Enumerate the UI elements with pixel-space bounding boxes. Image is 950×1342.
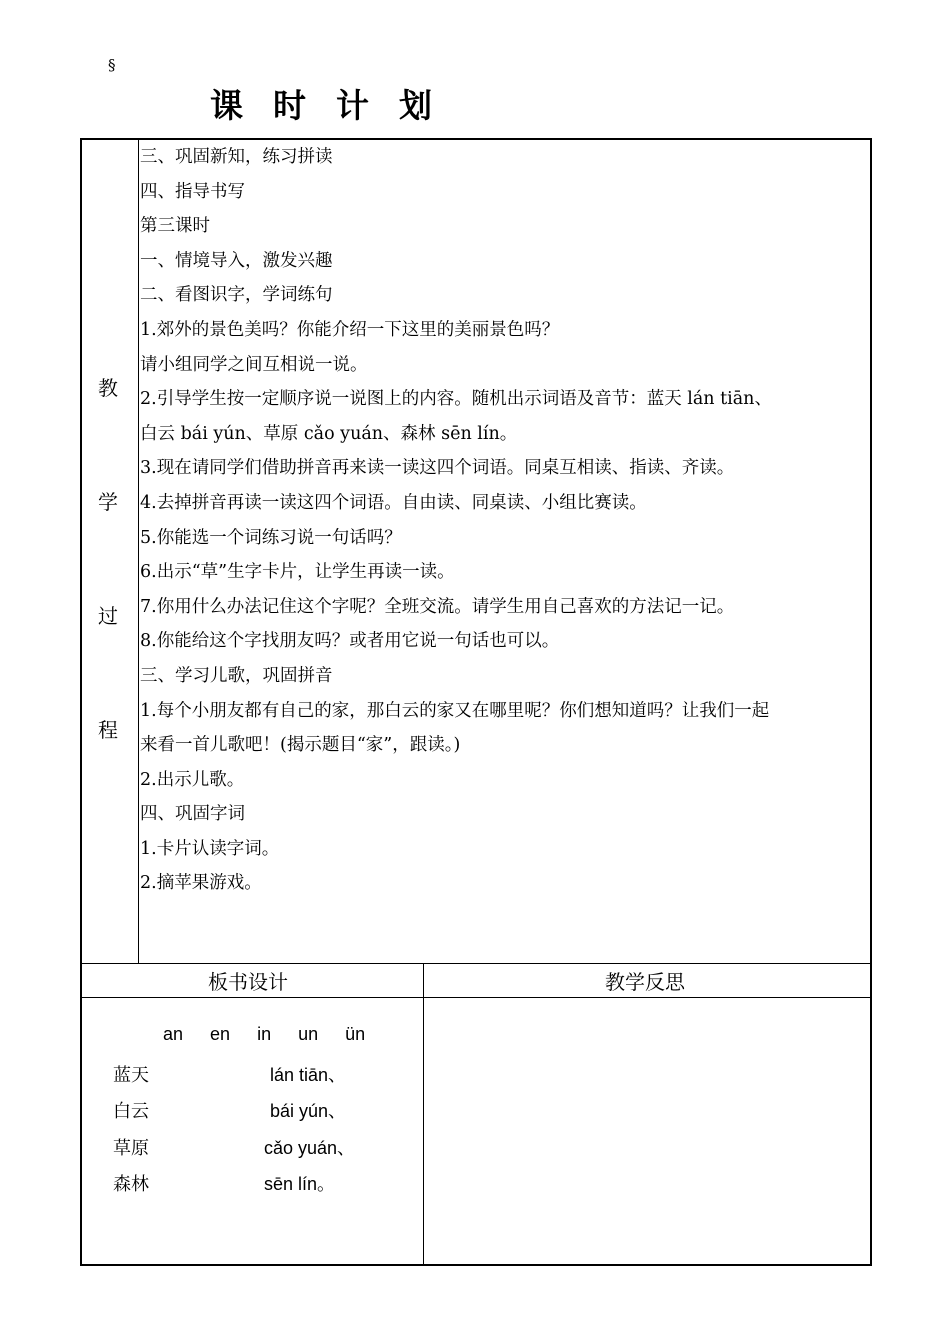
- process-line: 1.卡片认读字词。: [140, 838, 280, 859]
- process-line: 一、情境导入，激发兴趣: [140, 250, 333, 271]
- process-line: 白云 bái yún、草原 cǎo yuán、森林 sēn lín。: [140, 423, 518, 444]
- board-word-pinyin: cǎo yuán、: [264, 1138, 356, 1158]
- process-line: 二、看图识字，学词练句: [140, 285, 333, 306]
- process-line: 三、巩固新知，练习拼读: [140, 147, 333, 167]
- process-line: 6.出示“草”生字卡片，让学生再读一读。: [140, 562, 455, 583]
- side-label-char: 程: [98, 718, 118, 742]
- board-word-hanzi: 森林: [113, 1174, 149, 1194]
- process-line: 1.每个小朋友都有自己的家，那白云的家又在哪里呢？你们想知道吗？让我们一起: [140, 700, 770, 721]
- process-line: 4.去掉拼音再读一读这四个词语。自由读、同桌读、小组比赛读。: [140, 492, 647, 513]
- side-label-char: 教: [98, 376, 118, 400]
- column-divider: [138, 140, 139, 963]
- process-line: 2.出示儿歌。: [140, 769, 245, 790]
- process-line: 三、学习儿歌，巩固拼音: [140, 665, 333, 686]
- final-syllable: ün: [345, 1024, 366, 1044]
- final-syllable: un: [298, 1024, 319, 1044]
- finals-row: [163, 1024, 387, 1045]
- page-title: 课时计划: [210, 86, 462, 125]
- board-word-pinyin: lán tiān、: [270, 1065, 347, 1085]
- board-word-hanzi: 草原: [113, 1138, 149, 1158]
- process-line: 7.你用什么办法记住这个字呢？全班交流。请学生用自己喜欢的方法记一记。: [140, 596, 735, 617]
- side-label-char: 过: [98, 604, 118, 628]
- column-divider: [423, 963, 424, 1265]
- process-line: 请小组同学之间互相说一说。: [140, 354, 368, 375]
- final-syllable: en: [210, 1024, 231, 1044]
- section-mark: §: [108, 56, 116, 74]
- final-syllable: an: [163, 1024, 184, 1044]
- side-label-char: 学: [98, 490, 118, 514]
- process-line: 1.郊外的景色美吗？你能介绍一下这里的美丽景色吗？: [140, 319, 560, 340]
- process-line: 来看一首儿歌吧！(揭示题目“家”，跟读。): [140, 735, 461, 756]
- process-line: 8.你能给这个字找朋友吗？或者用它说一句话也可以。: [140, 631, 560, 652]
- process-line: 四、巩固字词: [140, 804, 245, 825]
- process-line: 第三课时: [140, 216, 210, 237]
- process-line: 2.摘苹果游戏。: [140, 873, 262, 894]
- process-line: 2.引导学生按一定顺序说一说图上的内容。随机出示词语及音节：蓝天 lán tiān、: [140, 389, 772, 410]
- board-word-pinyin: bái yún、: [270, 1101, 347, 1121]
- process-line: 3.现在请同学们借助拼音再来读一读这四个词语。同桌互相读、指读、齐读。: [140, 458, 735, 479]
- teaching-process-content: [140, 140, 870, 901]
- board-word-hanzi: 蓝天: [113, 1065, 149, 1085]
- row-divider: [81, 963, 871, 964]
- board-word-pinyin: sēn lín。: [264, 1174, 336, 1194]
- process-line: 四、指导书写: [140, 181, 245, 202]
- process-line: 5.你能选一个词练习说一句话吗？: [140, 527, 402, 548]
- final-syllable: in: [257, 1024, 272, 1044]
- board-design-header: 板书设计: [208, 970, 288, 994]
- row-divider: [81, 997, 871, 998]
- board-word-hanzi: 白云: [113, 1101, 149, 1121]
- teaching-reflection-header: 教学反思: [605, 970, 685, 994]
